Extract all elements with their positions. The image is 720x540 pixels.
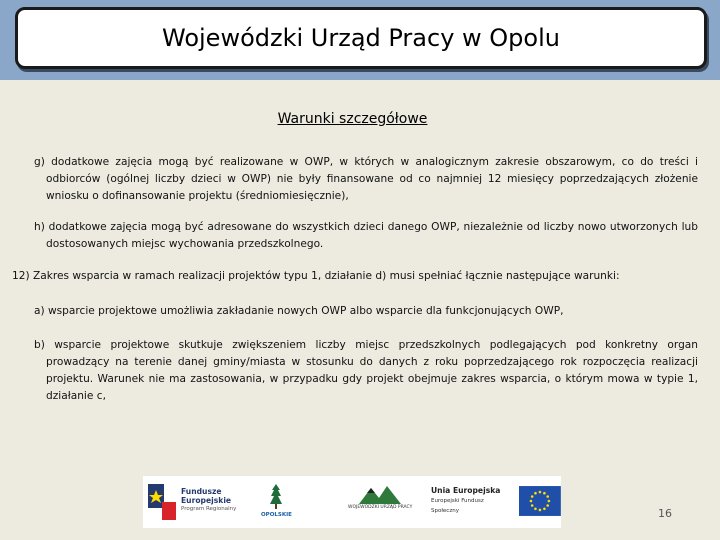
- opolskie-logo: [261, 484, 292, 518]
- mountains-icon: [359, 484, 401, 504]
- fe-sub: Program Regionalny: [181, 505, 237, 512]
- wup-text: WOJEWÓDZKI URZĄD PRACY: [348, 505, 413, 510]
- paragraph-a: a) wsparcie projektowe umożliwia zakładanie nowych OWP albo wsparcie dla funkcjonujących OWP,: [34, 305, 564, 317]
- logo-bar: [143, 476, 561, 528]
- fe-text: [181, 487, 236, 514]
- paragraph-12: 12) Zakres wsparcia w ramach realizacji projektów typu 1, działanie d) musi spełniać łącznie następujące warunki:: [12, 270, 620, 282]
- ue-sub: Europejski Fundusz Społeczny: [431, 498, 484, 514]
- wup-logo: [348, 484, 412, 510]
- section-title-text: Warunki szczegółowe: [277, 111, 428, 127]
- ue-line1: Unia Europejska: [431, 486, 501, 495]
- ue-text: [431, 486, 513, 516]
- fe-star-icon: [148, 480, 176, 520]
- fundusze-europejskie-logo: [148, 480, 236, 520]
- opolskie-emblem-icon: [268, 484, 284, 510]
- paragraph-h: h) dodatkowe zajęcia mogą być adresowane do wszystkich dzieci danego OWP, niezależnie od liczby nowo utworzonych lub dostosowanych miejsc wychowania przedszkolnego.: [34, 221, 698, 250]
- paragraph-b: b) wsparcie projektowe skutkuje zwiększeniem liczby miejsc przedszkolnych podlegających pod konkretny organ prowadzący na terenie danej gminy/miasta w stosunku do danych z roku poprzedzającego rok rozpoczęcia realizacji projektu. Warunek nie ma zastosowania, w przypadku gdy projekt obejmuje zakres wsparcia, o którym mowa w typie 1, działanie c,: [34, 339, 698, 402]
- fe-line2: Europejskie: [181, 495, 232, 505]
- opolskie-text: OPOLSKIE: [261, 512, 292, 518]
- section-heading: [0, 108, 705, 127]
- fe-line1: Fundusze: [181, 486, 222, 496]
- page-number: 16: [658, 507, 672, 520]
- eu-flag-icon: [519, 486, 561, 516]
- paragraph-g: g) dodatkowe zajęcia mogą być realizowane w OWP, w których w analogicznym zakresie obszarowym, co do treści i odbiorców (ogólnej liczby dzieci w OWP) nie były finansowane od co najmniej 12 miesięcy poprzedzających złożenie wniosku o dofinansowanie projektu (średniomiesięcznie),: [34, 156, 698, 202]
- page-title: Wojewódzki Urząd Pracy w Opolu: [162, 24, 560, 52]
- title-box: [15, 7, 707, 69]
- unia-europejska-logo: [431, 486, 561, 516]
